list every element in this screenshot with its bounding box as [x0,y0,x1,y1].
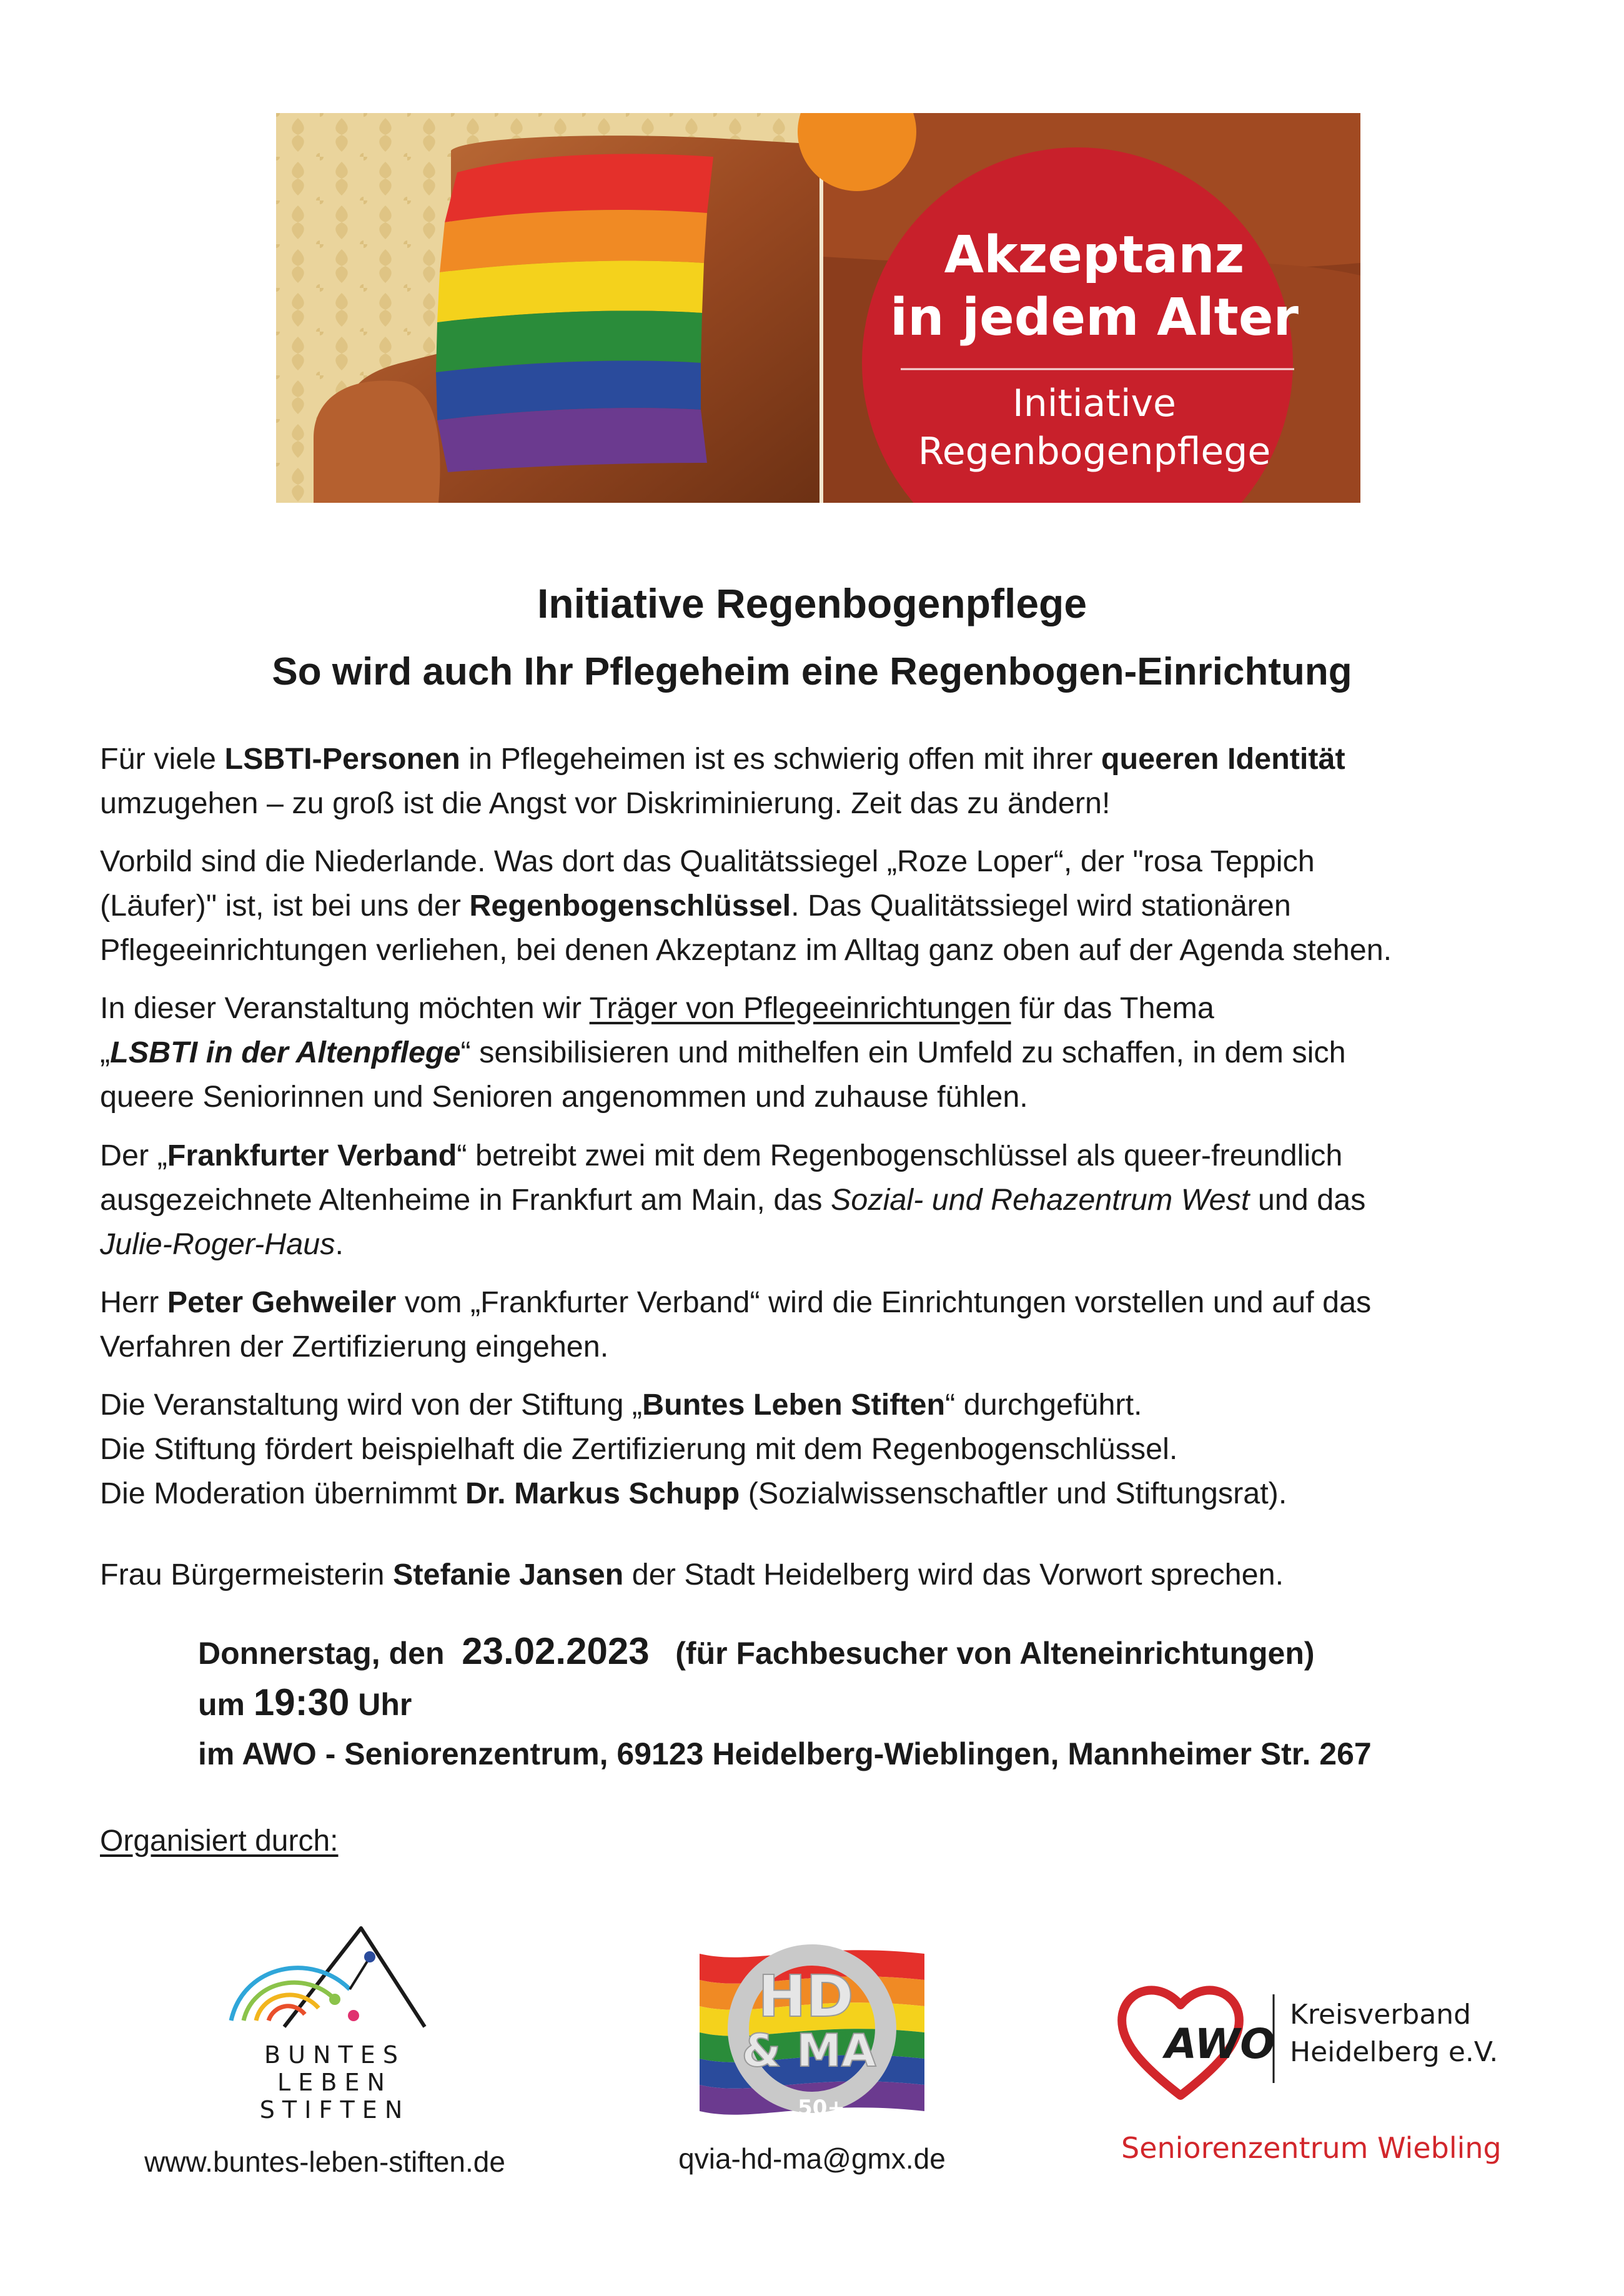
text-span: in Pflegeheimen ist es schwierig offen mit ihrer [460,742,1101,776]
text-span: „ [100,1036,111,1069]
text-span: umzugehen – zu groß ist die Angst vor Diskriminierung. Zeit das zu ändern! [100,786,1111,820]
underlined-target-group: Träger von Pflegeeinrichtungen [589,991,1011,1025]
text-span: und das [1249,1183,1366,1217]
event-day-label: Donnerstag, den [198,1636,445,1671]
banner-sub-2: Regenbogenpflege [918,430,1271,473]
paragraph-frankfurter-verband [100,1134,1537,1267]
paragraph-mayor [100,1553,1537,1597]
emphasis-frankfurter-verband: Frankfurter Verband [167,1139,457,1172]
text-span: für das Thema [1011,991,1214,1025]
page-title: Initiative Regenbogenpflege [537,580,1087,626]
text-span: Verfahren der Zertifizierung eingehen. [100,1330,609,1363]
awo-kreisverband: Kreisverband [1290,1999,1472,2031]
event-audience: (für Fachbesucher von Alteneinrichtungen) [675,1636,1315,1671]
text-span: Vorbild sind die Niederlande. Was dort das Qualitätssiegel „Roze Loper“, der "rosa Teppich [100,844,1315,878]
emphasis-moderator: Dr. Markus Schupp [465,1477,740,1510]
awo-logo [1115,1977,1502,2170]
buntes-word: B U N T E S [264,2041,399,2069]
event-time-line [198,1678,1572,1729]
text-span: . Das Qualitätssiegel wird stationären [791,889,1291,923]
hdma-email-link[interactable]: qvia-hd-ma@gmx.de [678,2142,946,2175]
text-span: Die Stiftung fördert beispielhaft die Zertifizierung mit dem Regenbogenschlüssel. [100,1432,1178,1466]
text-span: (Sozialwissenschaftler und Stiftungsrat). [740,1477,1287,1510]
emphasis-mayor: Stefanie Jansen [393,1558,624,1591]
text-span: . [335,1227,344,1261]
text-span: “ sensibilisieren und mithelfen ein Umfeld zu schaffen, in dem sich [460,1036,1346,1069]
emphasis-queer-identity: queeren Identität [1101,742,1345,776]
paragraph-organizer [100,1383,1537,1516]
hd-ma-50plus-logo [696,1941,928,2122]
paragraph-event-purpose [100,986,1537,1119]
italic-facility-1: Sozial- und Rehazentrum West [831,1183,1250,1217]
stiften-word: S T I F T E N [259,2096,403,2124]
paragraph-netherlands [100,839,1537,972]
text-span: der Stadt Heidelberg wird das Vorwort sprechen. [623,1558,1284,1591]
emphasis-speaker: Peter Gehweiler [167,1285,397,1319]
event-time: 19:30 [253,1681,350,1723]
event-date: 23.02.2023 [462,1630,650,1672]
paragraph-speaker [100,1280,1537,1369]
banner-sub-1: Initiative [1013,382,1176,425]
emphasis-lsbti: LSBTI-Personen [224,742,460,776]
text-span: Die Moderation übernimmt [100,1477,465,1510]
buntes-leben-stiften-logo [225,1921,437,2127]
paragraph-intro [100,737,1537,826]
text-span: vom „Frankfurter Verband“ wird die Einrichtungen vorstellen und auf das [396,1285,1372,1319]
emphasis-foundation: Buntes Leben Stiften [642,1388,946,1422]
emphasis-topic: LSBTI in der Altenpflege [110,1036,461,1069]
text-span: In dieser Veranstaltung möchten wir [100,991,590,1025]
text-span: “ durchgeführt. [945,1388,1142,1422]
text-span: ausgezeichnete Altenheime in Frankfurt am Main, das [100,1183,831,1217]
italic-facility-2: Julie-Roger-Haus [100,1227,335,1261]
awo-seniorenzentrum: Seniorenzentrum Wieblingen [1121,2131,1502,2165]
header-banner [276,113,1360,503]
text-span: “ betreibt zwei mit dem Regenbogenschlüssel als queer-freundlich [457,1139,1343,1172]
page-subtitle: So wird auch Ihr Pflegeheim eine Regenbogen-Einrichtung [272,650,1352,693]
badge-photo [798,113,1360,503]
organized-by-label: Organisiert durch: [100,1824,339,1858]
rainbow-pillow [436,154,713,472]
awo-brand-text: AWO [1165,2020,1275,2068]
banner-headline-2: in jedem Alter [890,288,1299,347]
text-span: Der „ [100,1139,167,1172]
text-span: Frau Bürgermeisterin [100,1558,393,1591]
buntes-website-link[interactable]: www.buntes-leben-stiften.de [144,2145,505,2178]
text-span: Pflegeeinrichtungen verliehen, bei denen Akzeptanz im Alltag ganz oben auf der Agenda stehen. [100,933,1392,967]
awo-heidelberg: Heidelberg e.V. [1290,2036,1498,2068]
leben-word: L E B E N [277,2069,385,2096]
hdma-bottom-text: & MA [741,2024,876,2077]
hdma-50plus-badge: 50+ [798,2096,845,2120]
text-span: Die Veranstaltung wird von der Stiftung „ [100,1388,643,1422]
text-span: Für viele [100,742,225,776]
event-location: im AWO - Seniorenzentrum, 69123 Heidelberg-Wieblingen, Mannheimer Str. 267 [198,1736,1372,1771]
event-date-line [198,1626,1572,1678]
banner-headline-1: Akzeptanz [944,225,1245,285]
hdma-top-text: HD [758,1963,854,2030]
text-span: (Läufer)" ist, ist bei uns der [100,889,470,923]
emphasis-regenbogenschluessel: Regenbogenschlüssel [469,889,791,923]
event-time-suffix: Uhr [358,1687,412,1722]
text-span: queere Seniorinnen und Senioren angenommen und zuhause fühlen. [100,1080,1028,1114]
event-time-prefix: um [198,1687,245,1722]
text-span: Herr [100,1285,167,1319]
sofa-photo [276,113,819,503]
